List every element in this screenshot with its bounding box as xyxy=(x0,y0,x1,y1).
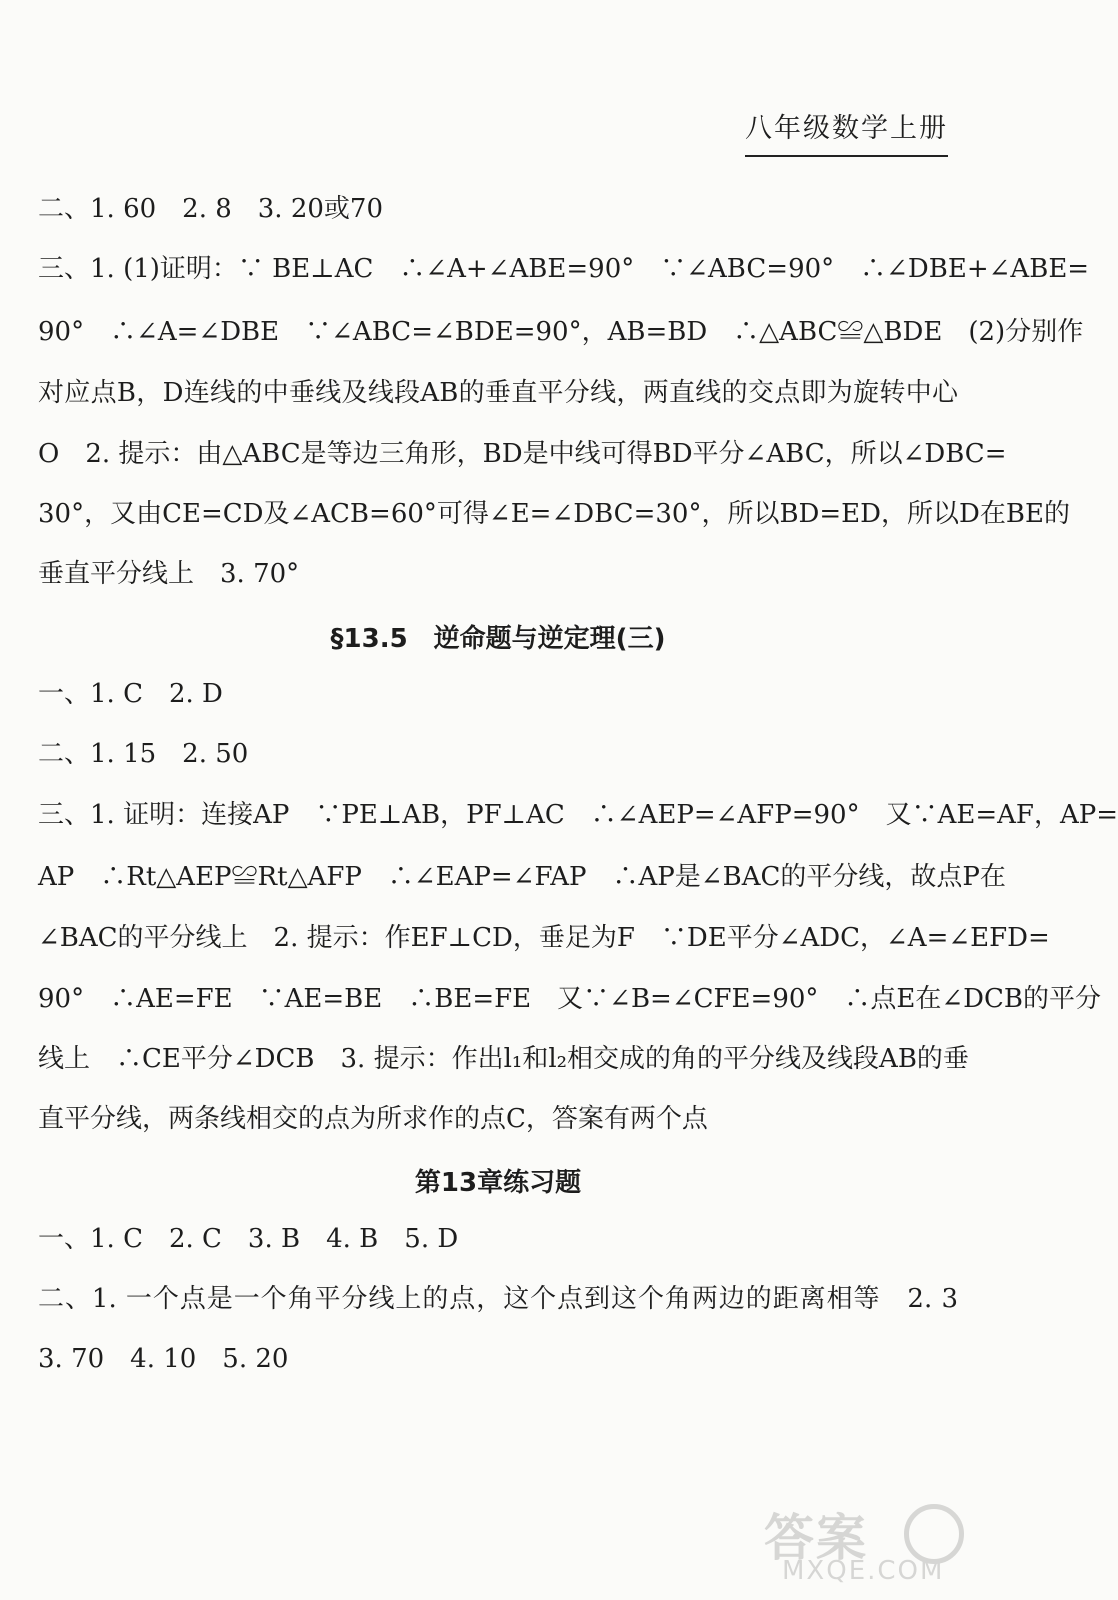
answer-line: AP ∴Rt△AEP≌Rt△AFP ∴∠EAP=∠FAP ∴AP是∠BAC的平分线，故点P在 xyxy=(38,862,1006,892)
answer-line: 垂直平分线上 3. 70° xyxy=(38,559,300,589)
answer-line: 二、1. 60 2. 8 3. 20或70 xyxy=(38,194,384,224)
watermark-logo xyxy=(728,1498,968,1586)
answer-line: 30°，又由CE=CD及∠ACB=60°可得∠E=∠DBC=30°，所以BD=ED，所以D在BE的 xyxy=(38,499,1070,529)
answer-line: 一、1. C 2. C 3. B 4. B 5. D xyxy=(38,1224,459,1254)
answer-line: ∠BAC的平分线上 2. 提示：作EF⊥CD，垂足为F ∵DE平分∠ADC，∠A=∠EFD= xyxy=(38,923,1050,953)
watermark-url: MXQE.COM xyxy=(782,1556,945,1586)
watermark-text: 答案 xyxy=(764,1509,868,1567)
watermark-badge-icon xyxy=(904,1504,964,1564)
answer-line: 直平分线，两条线相交的点为所求作的点C，答案有两个点 xyxy=(38,1104,708,1134)
chapter-heading: 第13章练习题 xyxy=(414,1168,582,1198)
page-header: 八年级数学上册 xyxy=(745,106,948,157)
answer-line: 90° ∴∠A=∠DBE ∵∠ABC=∠BDE=90°，AB=BD ∴△ABC≌△BDE (2)分别作 xyxy=(38,317,1084,347)
answer-line: 3. 70 4. 10 5. 20 xyxy=(38,1344,289,1374)
answer-line: 90° ∴AE=FE ∵AE=BE ∴BE=FE 又∵∠B=∠CFE=90° ∴点E在∠DCB的平分 xyxy=(38,984,1102,1014)
answer-line: 线上 ∴CE平分∠DCB 3. 提示：作出l₁和l₂相交成的角的平分线及线段AB的垂 xyxy=(38,1044,969,1074)
section-heading: §13.5 逆命题与逆定理(三) xyxy=(330,624,666,654)
answer-line: 三、1. 证明：连接AP ∵PE⊥AB，PF⊥AC ∴∠AEP=∠AFP=90° 又∵AE=AF，AP= xyxy=(38,800,1118,830)
answer-line: O 2. 提示：由△ABC是等边三角形，BD是中线可得BD平分∠ABC，所以∠DBC= xyxy=(38,439,1007,469)
answer-line: 二、1. 一个点是一个角平分线上的点，这个点到这个角两边的距离相等 2. 3 xyxy=(38,1284,958,1314)
answer-line: 一、1. C 2. D xyxy=(38,679,223,709)
answer-line: 二、1. 15 2. 50 xyxy=(38,739,249,769)
answer-line: 三、1. (1)证明：∵ BE⊥AC ∴∠A+∠ABE=90° ∵∠ABC=90° ∴∠DBE+∠ABE= xyxy=(38,254,1090,284)
answer-line: 对应点B，D连线的中垂线及线段AB的垂直平分线，两直线的交点即为旋转中心 xyxy=(38,378,958,408)
